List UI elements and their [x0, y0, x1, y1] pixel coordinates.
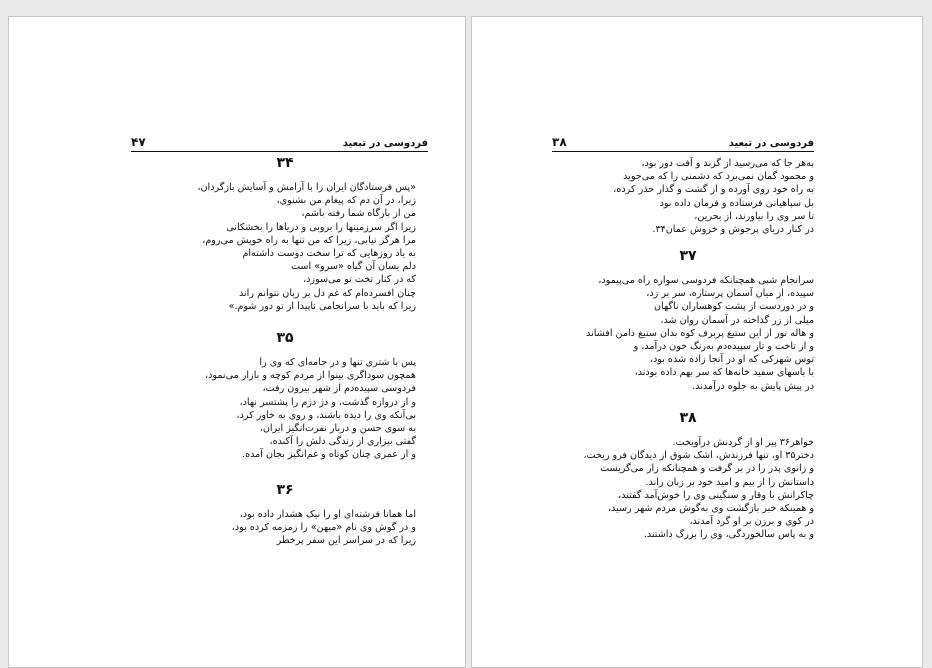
verse-line: دلم بسان آن گیاه «سرو» است: [291, 261, 416, 273]
stanza-number: ۳۴: [276, 155, 294, 171]
stanza: [154, 482, 416, 548]
verse-line: به راه خود روی آورده و از گشت و گذار حذر کرده،: [613, 184, 814, 196]
header-title: فردوسی در تبعید: [728, 138, 814, 149]
verse-line: و همینکه خبر بازگشت وی به‌گوش مردم شهر رسید،: [607, 503, 814, 515]
verse-line: تا سر وی را بیاورند، از بحرین،: [694, 210, 814, 222]
book-page-left: [8, 16, 466, 668]
verse-line: توس شهرکی که او در آنجا زاده شده بود،: [649, 354, 814, 366]
verse-line: فردوسی سپیده‌دم از شهر بیرون رفت،: [262, 383, 416, 395]
verse-line: زیرا که باید با سرانجامی ناپیدا از تو دور شوم.»: [228, 300, 416, 312]
book-page-right: [471, 16, 923, 668]
stanza-number: ۳۷: [679, 248, 697, 264]
verse-line: و به پاس سالخوردگی، وی را بزرگ داشتند.: [643, 529, 814, 541]
verse-line: همچون سوداگری بینوا از مردم کوچه و بازار می‌نمود،: [205, 370, 416, 382]
verse-line: در کوی و برزن بر او گرد آمدند،: [689, 516, 814, 528]
verse-line: و از تاخت و تاز سپیده‌دم به‌رنگ خون درآمد، و: [633, 341, 814, 353]
page-header: [552, 131, 814, 152]
verse-line: که در کنار تخت تو می‌سوزد،: [303, 274, 416, 286]
verse-line: گفتی بیزاری از زندگی دلش را آکنده،: [269, 436, 416, 448]
stanza: [154, 330, 416, 462]
verse-line: بی‌آنکه وی را دیده باشند، و روی به خاور کرد،: [236, 409, 416, 421]
page-number: ۴۷: [131, 135, 146, 149]
verse-line: میلی از زر گداخته در آسمان روان شد،: [660, 314, 814, 326]
verse-line: بل سپاهیانی فرستاده و فرمان داده بود: [659, 197, 814, 209]
verse-line: با باسهای سفید خانه‌ها که سر بهم داده بودند،: [634, 367, 814, 379]
verse-line: «پس فرستادگان ایران را با آرامش و آسایش بازگردان،: [197, 182, 416, 193]
verse-line: و از عمری چنان کوتاه و غم‌انگیز بجان آمده.: [242, 449, 416, 461]
verse-line: و زانوی پدر را در بر گرفت و همچنانکه زار می‌گریست: [600, 463, 814, 475]
verse-line: سپیده، از میان آسمان پرستاره، سر بر زد،: [646, 288, 814, 300]
stanza-number: ۳۶: [276, 482, 294, 498]
header-title: فردوسی در تبعید: [342, 138, 428, 149]
verse-line: خواهر۳۶ پیر او از گردنش درآویخت.: [672, 437, 814, 448]
verse-line: دختر۳۵ او، تنها فرزندش، اشک شوق از دیدگان فرو ریخت،: [583, 450, 814, 462]
stanza: [154, 155, 416, 313]
verse-line: به سوی حسن و دربار نفرت‌انگیز ایران،: [259, 423, 416, 435]
verse-line: و در دوردست از پشت کوهساران ناگهان: [653, 301, 814, 313]
verse-line: و هاله نور از این ستیغ پربرف کوه بدان ستیغ دامن افشاند: [586, 327, 814, 339]
verse-line: در کنار دریای پرجوش و خروش عمان۳۴.: [652, 224, 814, 236]
verse-line: اما همانا فرشته‌ای او را نیک هشدار داده بود،: [239, 509, 416, 520]
stanza: [562, 248, 814, 393]
stanza-number: ۳۸: [679, 410, 697, 426]
stanza-continuation: [562, 157, 814, 236]
verse-line: به یاد روزهایی که ترا سخت دوست داشته‌ام: [242, 248, 416, 260]
verse-line: و در گوش وی نام «میهن» را زمزمه کرده بود،: [231, 522, 416, 534]
verse-line: و از دروازه گذشت، و دژ دژم را پشتسر نهاد،: [239, 396, 416, 408]
verse-line: زیرا اگر سرزمینها را بروبی و دریاها را بخشکانی: [226, 221, 416, 233]
verse-line: داستانش را از بیم و امید خود بر زبان راند.: [645, 476, 814, 488]
verse-line: پس با شتری تنها و در جامه‌ای که وی را: [259, 357, 416, 368]
verse-line: مرا هرگز نیابی، زیرا که من تنها به راه خویش می‌روم،: [202, 234, 416, 246]
stanza: [562, 410, 814, 542]
verse-line: چنان افسرده‌ام که غم دل بر زبان نتوانم راند: [238, 287, 416, 299]
stanza-number: ۳۵: [276, 330, 294, 346]
verse-line: در پیش پایش به جلوه درآمدند.: [692, 380, 814, 392]
verse-line: زیرا، در آن دم که پیغام من بشنوی،: [276, 195, 416, 207]
page-number: ۳۸: [552, 135, 567, 149]
verse-line: زیرا که در سراسر این سفر پرخطر: [276, 535, 416, 547]
verse-line: و محمود گمان نمی‌برد که دشمنی را که می‌جوید: [623, 171, 814, 183]
verse-line: به‌هر جا که می‌رسید از گزند و آفت دور بود،: [641, 158, 814, 169]
page-header: [131, 131, 428, 152]
verse-line: من از بارگاه شما رفته باشم،: [301, 208, 416, 220]
verse-line: چاکرانش با وقار و سنگینی وی را خوش‌آمد گفتند،: [618, 489, 814, 501]
verse-line: سرانجام شبی همچنانکه فردوسی سواره راه می‌پیمود،: [598, 275, 814, 286]
